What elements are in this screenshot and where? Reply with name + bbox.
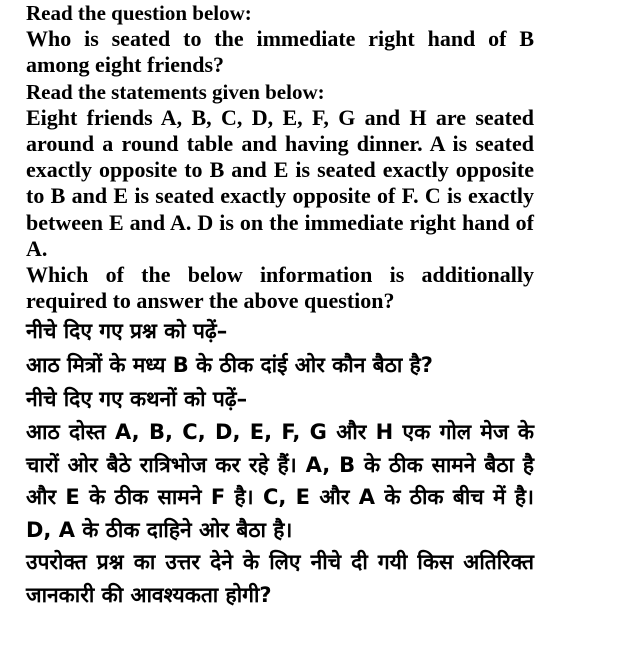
english-statements-text: Eight friends A, B, C, D, E, F, G and H are seated around a round table and having dinner. A is seated exactly opposite to B and E is seated exactly opposite to B and E is seated exactly opposite of F. C is exactly between E and A. D is on the immediate right hand of A. bbox=[26, 104, 534, 261]
english-question-text: Who is seated to the immediate right hand of B among eight friends? bbox=[26, 26, 534, 78]
hindi-statements-heading: नीचे दिए गए कथनों को पढ़ें– bbox=[26, 387, 248, 411]
english-section bbox=[26, 0, 534, 314]
english-statements-heading: Read the statements given below: bbox=[26, 79, 325, 104]
hindi-question-text: आठ मित्रों के मध्य B के ठीक दांई ओर कौन बैठा है? bbox=[26, 353, 433, 377]
english-question-heading: Read the question below: bbox=[26, 1, 252, 25]
hindi-question-heading: नीचे दिए गए प्रश्न को पढ़ें– bbox=[26, 319, 228, 343]
hindi-section bbox=[26, 314, 534, 611]
hindi-statements-text: आठ दोस्त A, B, C, D, E, F, G और H एक गोल मेज के चारों ओर बैठे रात्रिभोज कर रहे हैं। A, B के ठीक सामने बैठा है और E के ठीक सामने F है। C, E और A के ठीक बीच में है। D, A के ठीक दाहिने ओर बैठा है। bbox=[26, 420, 534, 542]
hindi-prompt-text: उपरोक्त प्रश्न का उत्तर देने के लिए नीचे दी गयी किस अतिरिक्त जानकारी की आवश्यकता होगी? bbox=[26, 550, 534, 607]
english-prompt-text: Which of the below information is additionally required to answer the above question? bbox=[26, 262, 534, 314]
